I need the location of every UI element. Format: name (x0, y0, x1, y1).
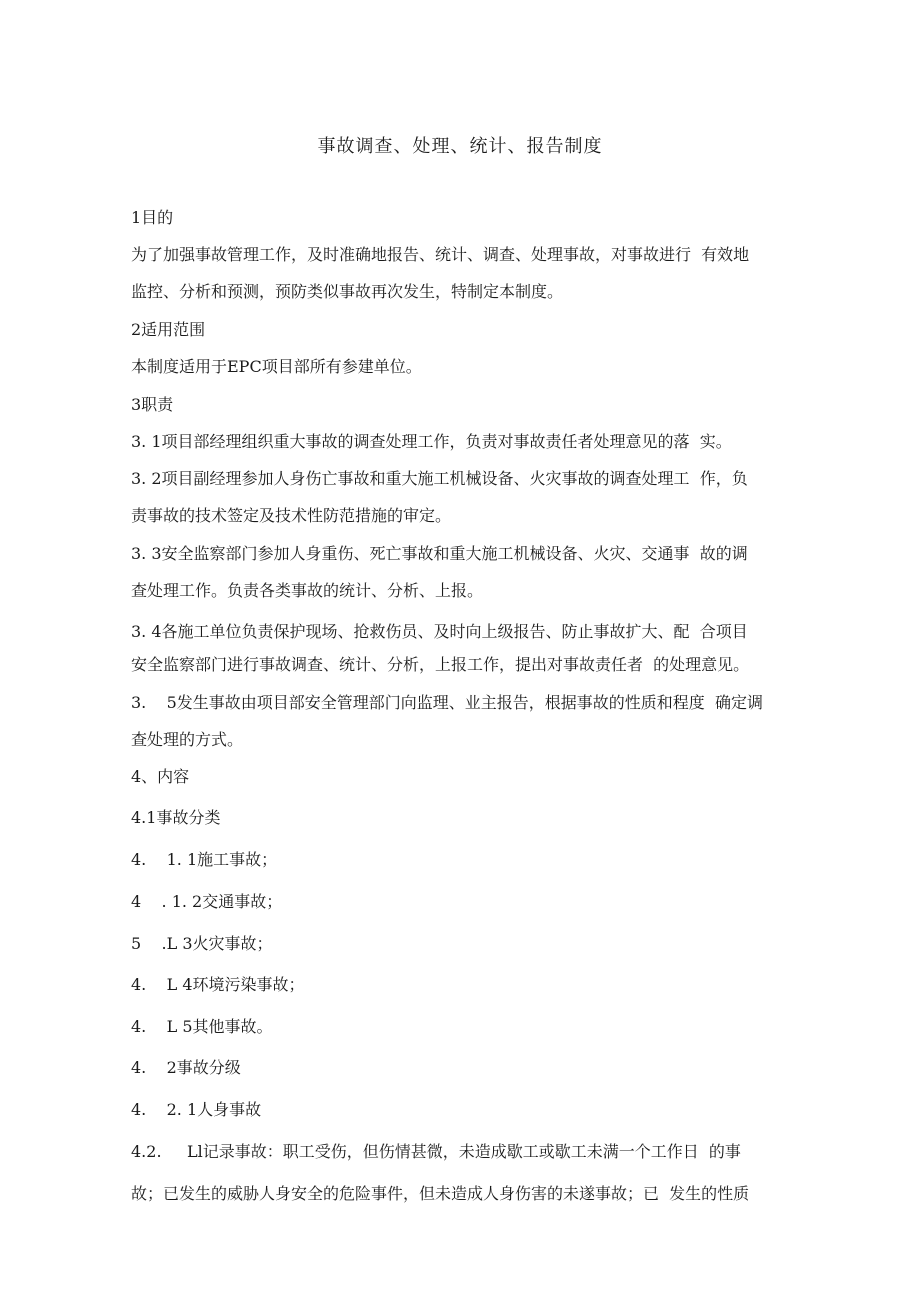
list-item: 4 . 1. 2交通事故； (131, 892, 283, 911)
list-item: 4. L 5其他事故。 (131, 1017, 273, 1036)
paragraph-line: 为了加强事故管理工作，及时准确地报告、统计、调查、处理事故，对事故进行 有效地 (131, 245, 750, 264)
paragraph-line: 4.2. Ll记录事故：职工受伤，但伤情甚微，未造成歇工或歇工未满一个工作日 的事 (131, 1142, 741, 1161)
section-heading: 4. 2事故分级 (131, 1058, 241, 1077)
section-heading: 1目的 (131, 208, 174, 227)
section-heading: 2适用范围 (131, 320, 206, 339)
paragraph-line: 查处理的方式。 (131, 730, 244, 749)
paragraph-line: 3. 4各施工单位负责保护现场、抢救伤员、及时向上级报告、防止事故扩大、配 合项目 (131, 622, 748, 641)
list-item: 4. 1. 1施工事故； (131, 850, 278, 869)
paragraph-line: 监控、分析和预测，预防类似事故再次发生，特制定本制度。 (131, 282, 564, 301)
paragraph-line: 查处理工作。负责各类事故的统计、分析、上报。 (131, 581, 484, 600)
document-title: 事故调查、处理、统计、报告制度 (317, 136, 603, 157)
paragraph-line: 3. 3安全监察部门参加人身重伤、死亡事故和重大施工机械设备、火灾、交通事 故的调 (131, 544, 748, 563)
list-item: 4. L 4环境污染事故； (131, 975, 305, 994)
section-heading: 4.1事故分类 (131, 808, 221, 827)
section-heading: 4. 2. 1人身事故 (131, 1100, 262, 1119)
paragraph-line: 安全监察部门进行事故调查、统计、分析，上报工作，提出对事故责任者 的处理意见。 (131, 655, 750, 674)
paragraph-line: 故；已发生的威胁人身安全的危险事件，但未造成人身伤害的未遂事故；已 发生的性质 (131, 1184, 750, 1203)
section-heading: 3职责 (131, 395, 174, 414)
paragraph-line: 3. 5发生事故由项目部安全管理部门向监理、业主报告，根据事故的性质和程度 确定调 (131, 693, 763, 712)
paragraph-line: 本制度适用于EPC项目部所有参建单位。 (131, 357, 422, 376)
section-heading: 4、内容 (131, 767, 190, 786)
list-item: 5 .L 3火灾事故； (131, 934, 273, 953)
paragraph-line: 3. 2项目副经理参加人身伤亡事故和重大施工机械设备、火灾事故的调查处理工 作，负 (131, 469, 748, 488)
paragraph-line: 责事故的技术签定及技术性防范措施的审定。 (131, 506, 452, 525)
paragraph-line: 3. 1项目部经理组织重大事故的调查处理工作，负责对事故责任者处理意见的落 实。 (131, 432, 732, 451)
